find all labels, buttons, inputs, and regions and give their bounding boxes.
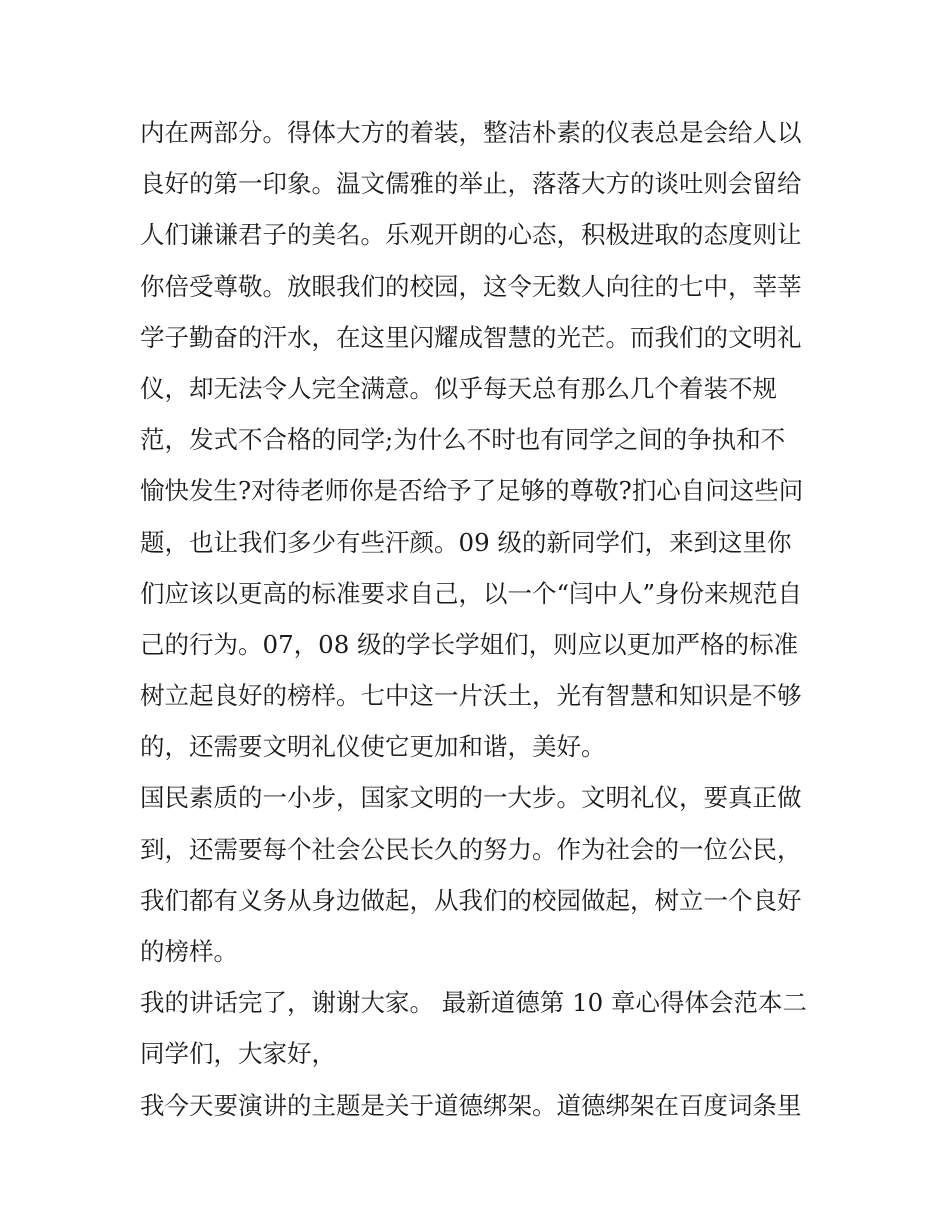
- text-line: 同学们，大家好，: [140, 1039, 336, 1069]
- text-line: 的榜样。: [140, 937, 238, 966]
- text-line: 你倍受尊敬。放眼我们的校园，这令无数人向往的七中，莘莘: [140, 271, 802, 301]
- text-line: 我们都有义务从身边做起，从我们的校园做起，树立一个良好: [140, 885, 802, 915]
- text-line: 良好的第一印象。温文儒雅的举止，落落大方的谈吐则会留给: [140, 169, 802, 199]
- text-line: 仪，却无法令人完全满意。似乎每天总有那么几个着装不规: [140, 373, 777, 403]
- text-line: 学子勤奋的汗水，在这里闪耀成智慧的光芒。而我们的文明礼: [140, 322, 802, 352]
- text-line: 树立起良好的榜样。七中这一片沃土，光有智慧和知识是不够: [140, 681, 802, 711]
- body-text: [140, 107, 820, 1131]
- text-line: 人们谦谦君子的美名。乐观开朗的心态，积极进取的态度则让: [140, 220, 802, 250]
- text-line: 国民素质的一小步，国家文明的一大步。文明礼仪，要真正做: [140, 783, 802, 813]
- text-line: 们应该以更高的标准要求自己，以一个“闫中人”身份来规范自: [140, 578, 803, 608]
- text-line: 愉快发生?对待老师你是否给予了足够的尊敬?扪心自问这些问: [140, 476, 804, 506]
- text-line: 我的讲话完了，谢谢大家。 最新道德第 10 章心得体会范本二: [140, 988, 808, 1018]
- text-line: 范，发式不合格的同学;为什么不时也有同学之间的争执和不: [140, 425, 786, 455]
- text-line: 内在两部分。得体大方的着装，整洁朴素的仪表总是会给人以: [140, 118, 802, 147]
- text-line: 到，还需要每个社会公民长久的努力。作为社会的一位公民，: [140, 834, 802, 864]
- text-line: 题，也让我们多少有些汗颜。09 级的新同学们，来到这里你: [140, 527, 792, 557]
- text-line: 我今天要演讲的主题是关于道德绑架。道德绑架在百度词条里: [140, 1090, 802, 1120]
- text-line: 己的行为。07，08 级的学长学姐们，则应以更加严格的标准: [140, 629, 799, 659]
- text-line: 的，还需要文明礼仪使它更加和谐，美好。: [140, 732, 606, 762]
